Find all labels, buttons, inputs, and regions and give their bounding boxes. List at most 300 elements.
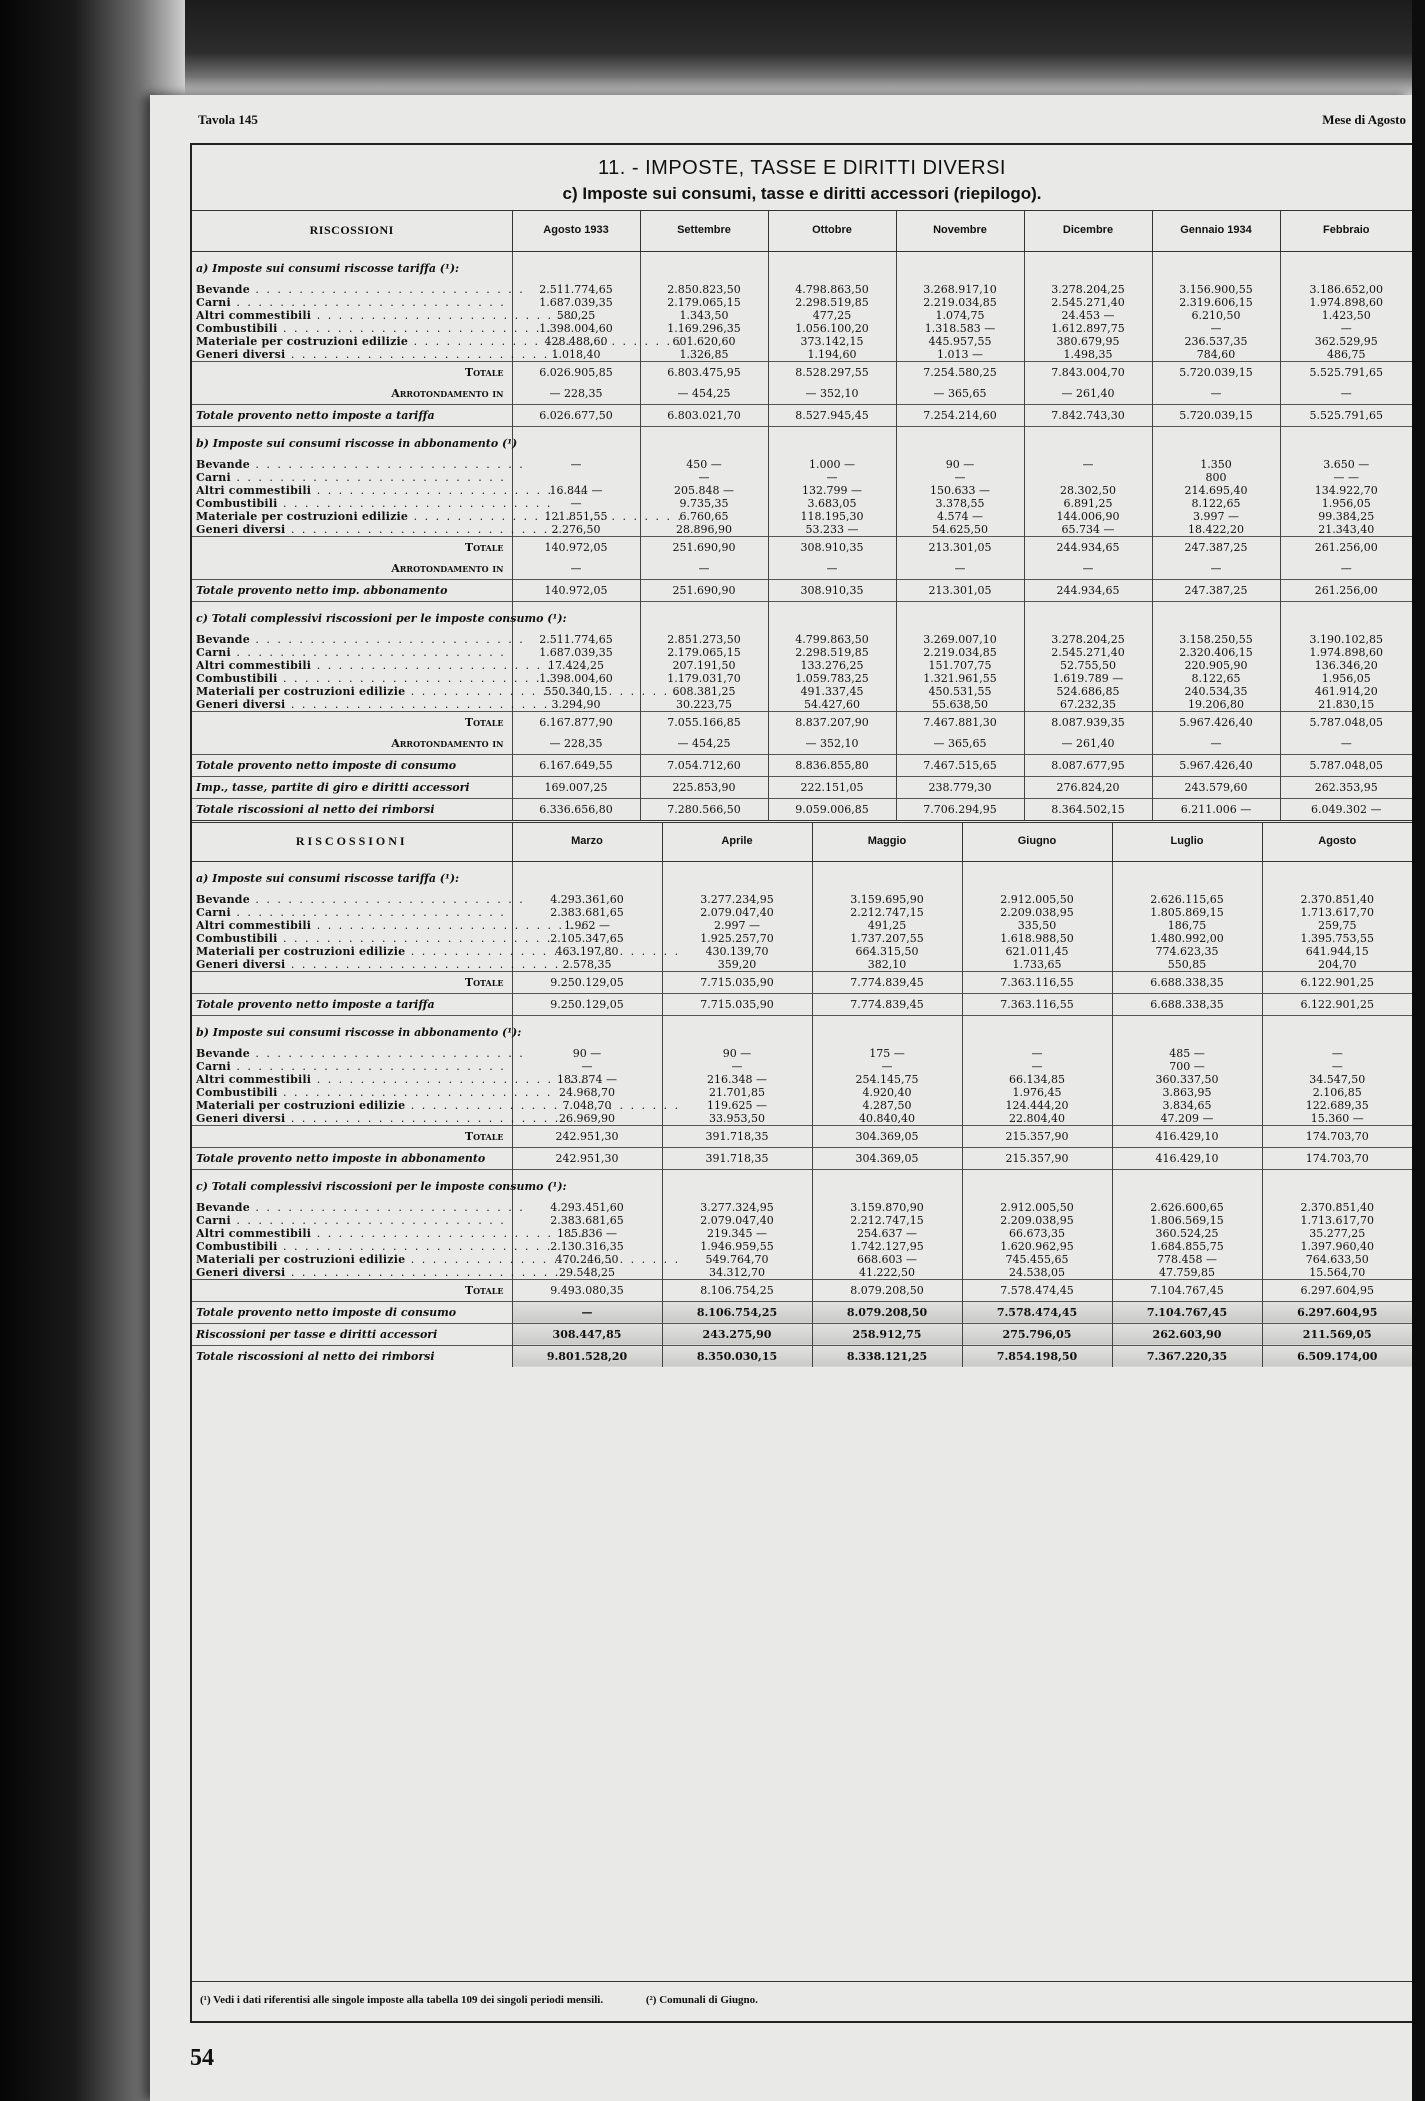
value-cell: 1.398.004,60 <box>512 322 640 335</box>
row-label <box>192 1147 512 1169</box>
value-cell: — <box>962 1060 1112 1073</box>
row-label-text: Riscossioni per tasse e diritti accessori <box>196 1327 438 1341</box>
statistics-table <box>190 143 1412 2023</box>
row-label-text: Materiale per costruzioni edilizie <box>196 509 409 523</box>
value-cell: 7.104.767,45 <box>1112 1301 1262 1323</box>
value-cell: 3.190.102,85 <box>1280 633 1412 646</box>
row-label-text: Generi diversi <box>196 957 286 971</box>
value-cell: 486,75 <box>1280 348 1412 362</box>
value-cell: 204,70 <box>1262 958 1412 972</box>
value-cell: 24.538,05 <box>962 1266 1112 1280</box>
value-cell: 236.537,35 <box>1152 335 1280 348</box>
value-cell: 247.387,25 <box>1152 536 1280 558</box>
value-cell: 9.250.129,05 <box>512 971 662 993</box>
value-cell <box>896 601 1024 633</box>
section-b-heading <box>192 1015 1412 1047</box>
value-cell: 2.212.747,15 <box>812 1214 962 1227</box>
value-cell: 3.683,05 <box>768 497 896 510</box>
value-cell: 220.905,90 <box>1152 659 1280 672</box>
row-label-text: Bevande <box>196 1046 250 1060</box>
row-label <box>192 659 512 672</box>
data-row <box>192 471 1412 484</box>
value-cell <box>1112 1169 1262 1201</box>
total-row <box>192 1125 1412 1147</box>
row-label <box>192 958 512 972</box>
value-cell: 19.206,80 <box>1152 698 1280 712</box>
value-cell: — 228,35 <box>512 733 640 755</box>
value-cell: 4.920,40 <box>812 1086 962 1099</box>
net-total-row <box>192 404 1412 426</box>
value-cell: 2.130.316,35 <box>512 1240 662 1253</box>
row-label-text: b) Imposte sui consumi riscosse in abbonamento (¹) <box>196 436 518 450</box>
value-cell: 121.851,55 <box>512 510 640 523</box>
header-riscossioni: RISCOSSIONI <box>192 821 512 861</box>
value-cell: — <box>962 1047 1112 1060</box>
section-c-heading <box>192 1169 1412 1201</box>
value-cell: 304.369,05 <box>812 1125 962 1147</box>
row-label <box>192 932 512 945</box>
row-label <box>192 1240 512 1253</box>
value-cell: 2.219.034,85 <box>896 646 1024 659</box>
value-cell: 90 — <box>896 458 1024 471</box>
data-row <box>192 1266 1412 1280</box>
value-cell: 2.298.519,85 <box>768 296 896 309</box>
value-cell: 450 — <box>640 458 768 471</box>
value-cell: 668.603 — <box>812 1253 962 1266</box>
value-cell: 2.370.851,40 <box>1262 893 1412 906</box>
section-a-heading <box>192 861 1412 893</box>
value-cell: 254.145,75 <box>812 1073 962 1086</box>
row-label-text: Materiali per costruzioni edilizie <box>196 944 406 958</box>
value-cell: — <box>512 497 640 510</box>
value-cell <box>768 601 896 633</box>
net-total-row <box>192 754 1412 776</box>
value-cell: 3.269.007,10 <box>896 633 1024 646</box>
row-label <box>192 426 518 458</box>
value-cell: 1.000 — <box>768 458 896 471</box>
row-label-text: Totale provento netto imposte di consumo <box>196 758 457 772</box>
value-cell: 335,50 <box>962 919 1112 932</box>
value-cell: 2.219.034,85 <box>896 296 1024 309</box>
value-cell: 461.914,20 <box>1280 685 1412 698</box>
value-cell: 5.525.791,65 <box>1280 361 1412 383</box>
row-label-text: Arrotondamento in <box>391 561 504 575</box>
value-cell: 8.528.297,55 <box>768 361 896 383</box>
value-cell: — <box>512 458 640 471</box>
value-cell: 219.345 — <box>662 1227 812 1240</box>
value-cell: 3.156.900,55 <box>1152 283 1280 296</box>
value-cell: 382,10 <box>812 958 962 972</box>
value-cell: 3.863,95 <box>1112 1086 1262 1099</box>
value-cell: 99.384,25 <box>1280 510 1412 523</box>
value-cell: 3.650 — <box>1280 458 1412 471</box>
value-cell: 1.074,75 <box>896 309 1024 322</box>
row-label-text: c) Totali complessivi riscossioni per le imposte consumo (¹): <box>196 1179 567 1193</box>
row-label-text: Combustibili <box>196 671 278 685</box>
row-label-text: Altri commestibili <box>196 918 312 932</box>
value-cell: 1.059.783,25 <box>768 672 896 685</box>
row-label <box>192 971 512 993</box>
value-cell: 800 <box>1152 471 1280 484</box>
value-cell <box>768 426 896 458</box>
value-cell: 119.625 — <box>662 1099 812 1112</box>
value-cell: 1.618.988,50 <box>962 932 1112 945</box>
row-label <box>192 1099 512 1112</box>
value-cell: — <box>1262 1060 1412 1073</box>
value-cell: 7.467.515,65 <box>896 754 1024 776</box>
value-cell: 16.844 — <box>512 484 640 497</box>
value-cell: 764.633,50 <box>1262 1253 1412 1266</box>
value-cell: 745.455,65 <box>962 1253 1112 1266</box>
data-row <box>192 1086 1412 1099</box>
value-cell: 1.713.617,70 <box>1262 906 1412 919</box>
value-cell: — 454,25 <box>640 733 768 755</box>
row-label-text: Altri commestibili <box>196 1226 312 1240</box>
row-label <box>192 579 512 601</box>
value-cell: 1.194,60 <box>768 348 896 362</box>
value-cell: 304.369,05 <box>812 1147 962 1169</box>
value-cell: 30.223,75 <box>640 698 768 712</box>
value-cell: 215.357,90 <box>962 1125 1112 1147</box>
value-cell: 5.967.426,40 <box>1152 711 1280 733</box>
row-label <box>192 798 512 820</box>
value-cell: 549.764,70 <box>662 1253 812 1266</box>
value-cell: — <box>640 471 768 484</box>
value-cell: 247.387,25 <box>1152 579 1280 601</box>
value-cell: 2.578,35 <box>512 958 662 972</box>
value-cell: 5.967.426,40 <box>1152 754 1280 776</box>
value-cell: 774.623,35 <box>1112 945 1262 958</box>
row-label <box>192 510 512 523</box>
value-cell: 3.159.870,90 <box>812 1201 962 1214</box>
value-cell: 580,25 <box>512 309 640 322</box>
value-cell: 2.370.851,40 <box>1262 1201 1412 1214</box>
row-label <box>192 361 512 383</box>
bottom-table-body <box>192 861 1412 1367</box>
row-label <box>192 1073 512 1086</box>
total-row <box>192 361 1412 383</box>
value-cell: 7.048,70 <box>512 1099 662 1112</box>
value-cell: 7.280.566,50 <box>640 798 768 820</box>
value-cell: 54.625,50 <box>896 523 1024 537</box>
value-cell: 1.962 — <box>512 919 662 932</box>
value-cell <box>962 861 1112 893</box>
value-cell: — <box>512 1060 662 1073</box>
value-cell: 6.297.604,95 <box>1262 1279 1412 1301</box>
value-cell: 15.564,70 <box>1262 1266 1412 1280</box>
value-cell: 216.348 — <box>662 1073 812 1086</box>
row-label-text: Imp., tasse, partite di giro e diritti accessori <box>196 780 470 794</box>
value-cell: 40.840,40 <box>812 1112 962 1126</box>
value-cell: 5.720.039,15 <box>1152 404 1280 426</box>
header-riscossioni: RISCOSSIONI <box>192 211 512 251</box>
value-cell: — — <box>1280 471 1412 484</box>
value-cell <box>896 426 1024 458</box>
value-cell: 463.197,80 <box>512 945 662 958</box>
row-label <box>192 383 512 405</box>
value-cell: 2.179.065,15 <box>640 646 768 659</box>
value-cell <box>512 426 640 458</box>
value-cell: 34.312,70 <box>662 1266 812 1280</box>
value-cell <box>1152 426 1280 458</box>
month-header: Luglio <box>1112 821 1262 861</box>
value-cell: 2.851.273,50 <box>640 633 768 646</box>
value-cell <box>640 251 768 283</box>
row-label-text: Generi diversi <box>196 522 286 536</box>
value-cell: 7.774.839,45 <box>812 971 962 993</box>
value-cell: 21.343,40 <box>1280 523 1412 537</box>
data-row <box>192 685 1412 698</box>
month-header: Settembre <box>640 211 768 251</box>
value-cell: 470.246,50 <box>512 1253 662 1266</box>
value-cell: 7.363.116,55 <box>962 971 1112 993</box>
row-label-text: Carni <box>196 295 231 309</box>
row-label-text: Totale riscossioni al netto dei rimborsi <box>196 802 435 816</box>
row-label-text: Arrotondamento in <box>391 736 504 750</box>
data-row <box>192 672 1412 685</box>
value-cell: 1.805.869,15 <box>1112 906 1262 919</box>
row-label-text: Totale provento netto imposte a tariffa <box>196 997 435 1011</box>
value-cell: 1.713.617,70 <box>1262 1214 1412 1227</box>
value-cell: 8.836.855,80 <box>768 754 896 776</box>
value-cell: 1.612.897,75 <box>1024 322 1152 335</box>
value-cell: 222.151,05 <box>768 776 896 798</box>
value-cell <box>812 1169 962 1201</box>
value-cell: 450.531,55 <box>896 685 1024 698</box>
row-label <box>192 698 512 712</box>
data-row <box>192 348 1412 362</box>
data-row <box>192 1240 1412 1253</box>
value-cell: 1.976,45 <box>962 1086 1112 1099</box>
row-label <box>192 523 512 537</box>
value-cell: 67.232,35 <box>1024 698 1152 712</box>
data-row <box>192 698 1412 712</box>
value-cell: 430.139,70 <box>662 945 812 958</box>
value-cell: 6.803.475,95 <box>640 361 768 383</box>
value-cell: 169.007,25 <box>512 776 640 798</box>
value-cell: 4.798.863,50 <box>768 283 896 296</box>
value-cell: 1.687.039,35 <box>512 646 640 659</box>
accessory-row <box>192 1323 1412 1345</box>
value-cell <box>512 861 662 893</box>
data-row <box>192 945 1412 958</box>
value-cell: 8.527.945,45 <box>768 404 896 426</box>
value-cell: 6.688.338,35 <box>1112 993 1262 1015</box>
value-cell: 150.633 — <box>896 484 1024 497</box>
value-cell: 140.972,05 <box>512 536 640 558</box>
value-cell: 7.843.004,70 <box>1024 361 1152 383</box>
net-total-row <box>192 579 1412 601</box>
value-cell: — <box>512 1301 662 1323</box>
value-cell: 4.287,50 <box>812 1099 962 1112</box>
value-cell: 2.209.038,95 <box>962 906 1112 919</box>
data-row <box>192 1073 1412 1086</box>
value-cell: — <box>896 558 1024 580</box>
value-cell: 7.254.580,25 <box>896 361 1024 383</box>
value-cell: 6.803.021,70 <box>640 404 768 426</box>
value-cell: — 365,65 <box>896 383 1024 405</box>
value-cell: 700 — <box>1112 1060 1262 1073</box>
table-title <box>192 145 1412 211</box>
value-cell: 186,75 <box>1112 919 1262 932</box>
value-cell: 416.429,10 <box>1112 1125 1262 1147</box>
value-cell: 3.834,65 <box>1112 1099 1262 1112</box>
row-label-text: Materiali per costruzioni edilizie <box>196 684 406 698</box>
value-cell <box>896 251 1024 283</box>
value-cell: 524.686,85 <box>1024 685 1152 698</box>
data-row <box>192 1112 1412 1126</box>
value-cell: 258.912,75 <box>812 1323 962 1345</box>
value-cell: 2.319.606,15 <box>1152 296 1280 309</box>
value-cell: 28.896,90 <box>640 523 768 537</box>
value-cell: 1.350 <box>1152 458 1280 471</box>
value-cell <box>1112 861 1262 893</box>
value-cell: — 454,25 <box>640 383 768 405</box>
row-label <box>192 484 512 497</box>
bottom-table <box>192 820 1412 1367</box>
row-label <box>192 309 512 322</box>
value-cell: 8.122,65 <box>1152 497 1280 510</box>
value-cell: 6.210,50 <box>1152 309 1280 322</box>
value-cell: 66.673,35 <box>962 1227 1112 1240</box>
value-cell: 244.934,65 <box>1024 579 1152 601</box>
value-cell: 6.049.302 — <box>1280 798 1412 820</box>
value-cell: 3.158.250,55 <box>1152 633 1280 646</box>
value-cell: 491,25 <box>812 919 962 932</box>
value-cell: 90 — <box>662 1047 812 1060</box>
value-cell: 7.367.220,35 <box>1112 1345 1262 1367</box>
value-cell: 1.974.898,60 <box>1280 646 1412 659</box>
value-cell: 2.106,85 <box>1262 1086 1412 1099</box>
value-cell: 7.055.166,85 <box>640 711 768 733</box>
value-cell: 359,20 <box>662 958 812 972</box>
value-cell: 7.363.116,55 <box>962 993 1112 1015</box>
row-label-text: Combustibili <box>196 1239 278 1253</box>
value-cell: 2.079.047,40 <box>662 906 812 919</box>
rounding-row <box>192 733 1412 755</box>
value-cell: 33.953,50 <box>662 1112 812 1126</box>
row-label-text: Carni <box>196 1213 231 1227</box>
value-cell: 28.302,50 <box>1024 484 1152 497</box>
value-cell: 7.467.881,30 <box>896 711 1024 733</box>
value-cell: — <box>768 558 896 580</box>
value-cell: 2.511.774,65 <box>512 633 640 646</box>
value-cell <box>1280 601 1412 633</box>
value-cell: 26.969,90 <box>512 1112 662 1126</box>
value-cell: 3.277.234,95 <box>662 893 812 906</box>
value-cell: 2.105.347,65 <box>512 932 662 945</box>
value-cell <box>1024 251 1152 283</box>
value-cell: 21.830,15 <box>1280 698 1412 712</box>
net-total-row <box>192 993 1412 1015</box>
value-cell: 1.956,05 <box>1280 672 1412 685</box>
value-cell: 2.626.115,65 <box>1112 893 1262 906</box>
value-cell: 1.018,40 <box>512 348 640 362</box>
value-cell: 1.169.296,35 <box>640 322 768 335</box>
row-label <box>192 919 512 932</box>
value-cell: 550.340,15 <box>512 685 640 698</box>
value-cell: 360.337,50 <box>1112 1073 1262 1086</box>
value-cell: — <box>1152 558 1280 580</box>
value-cell: 207.191,50 <box>640 659 768 672</box>
row-label <box>192 1301 512 1323</box>
data-row <box>192 497 1412 510</box>
row-label-text: c) Totali complessivi riscossioni per le imposte consumo (¹): <box>196 611 567 625</box>
row-label <box>192 1266 512 1280</box>
value-cell: 122.689,35 <box>1262 1099 1412 1112</box>
month-header: Agosto <box>1262 821 1412 861</box>
value-cell: 243.275,90 <box>662 1323 812 1345</box>
row-label <box>192 1015 522 1047</box>
value-cell: 8.079.208,50 <box>812 1279 962 1301</box>
row-label <box>192 633 512 646</box>
value-cell: 7.578.474,45 <box>962 1301 1112 1323</box>
value-cell: 213.301,05 <box>896 536 1024 558</box>
row-label <box>192 497 512 510</box>
value-cell: 6.891,25 <box>1024 497 1152 510</box>
row-label-text: Totale <box>464 1129 504 1143</box>
value-cell: 66.134,85 <box>962 1073 1112 1086</box>
value-cell: — <box>1280 558 1412 580</box>
grand-total-row <box>192 798 1412 820</box>
value-cell: 6.122.901,25 <box>1262 993 1412 1015</box>
value-cell: 3.278.204,25 <box>1024 283 1152 296</box>
value-cell: 65.734 — <box>1024 523 1152 537</box>
table-number: Tavola 145 <box>198 112 258 127</box>
value-cell: 47.759,85 <box>1112 1266 1262 1280</box>
data-row <box>192 309 1412 322</box>
top-table <box>192 211 1412 820</box>
row-label <box>192 672 512 685</box>
row-label <box>192 733 512 755</box>
value-cell: 124.444,20 <box>962 1099 1112 1112</box>
page-number: 54 <box>190 2045 214 2071</box>
value-cell: — <box>512 558 640 580</box>
row-label-text: Totale <box>464 975 504 989</box>
value-cell <box>640 601 768 633</box>
total-row <box>192 1279 1412 1301</box>
value-cell: 1.179.031,70 <box>640 672 768 685</box>
data-row <box>192 1060 1412 1073</box>
value-cell: 1.397.960,40 <box>1262 1240 1412 1253</box>
value-cell: — <box>896 471 1024 484</box>
row-label <box>192 711 512 733</box>
value-cell: 1.687.039,35 <box>512 296 640 309</box>
value-cell: 5.525.791,65 <box>1280 404 1412 426</box>
value-cell: 17.424,25 <box>512 659 640 672</box>
value-cell: 262.353,95 <box>1280 776 1412 798</box>
net-total-row <box>192 1147 1412 1169</box>
row-label-text: Combustibili <box>196 1085 278 1099</box>
scan-top-border <box>0 0 1425 95</box>
value-cell: 134.922,70 <box>1280 484 1412 497</box>
value-cell: 8.364.502,15 <box>1024 798 1152 820</box>
value-cell <box>512 471 640 484</box>
value-cell: 778.458 — <box>1112 1253 1262 1266</box>
value-cell: 18.422,20 <box>1152 523 1280 537</box>
row-label-text: Generi diversi <box>196 347 286 361</box>
accessory-row <box>192 776 1412 798</box>
value-cell: 9.250.129,05 <box>512 993 662 1015</box>
row-label-text: Totale provento netto imposte di consumo <box>196 1305 457 1319</box>
value-cell: 6.167.877,90 <box>512 711 640 733</box>
row-label <box>192 646 512 659</box>
value-cell: — 352,10 <box>768 383 896 405</box>
value-cell: 7.578.474,45 <box>962 1279 1112 1301</box>
footnote-1: (¹) Vedi i dati riferentisi alle singole imposte alla tabella 109 dei singoli periodi mensili. <box>200 1994 604 2006</box>
value-cell: 205.848 — <box>640 484 768 497</box>
data-row <box>192 893 1412 906</box>
